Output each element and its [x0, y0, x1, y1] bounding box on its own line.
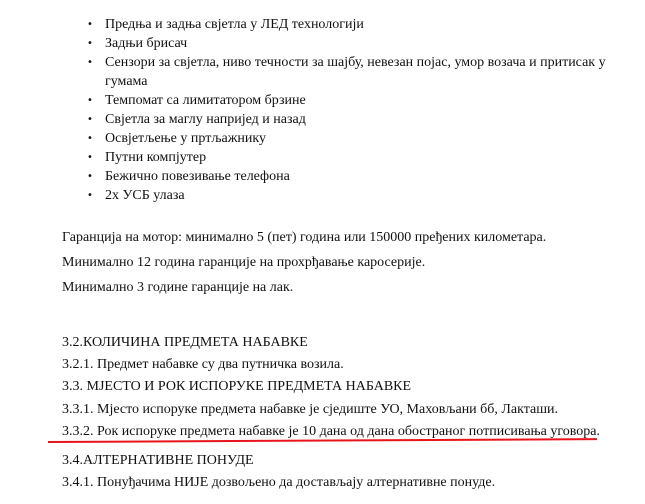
section-3-2-heading: 3.2.КОЛИЧИНА ПРЕДМЕТА НАБАВКЕ	[62, 335, 308, 350]
list-item-text: Бежично повезивање телефона	[105, 169, 290, 184]
list-item	[85, 34, 625, 53]
section-3-4-heading: 3.4.АЛТЕРНАТИВНЕ ПОНУДЕ	[62, 453, 254, 468]
paint-warranty-text: Минимално 3 године гаранције на лак.	[62, 280, 294, 295]
list-item	[85, 167, 625, 186]
list-item-text: Темпомат са лимитатором брзине	[105, 93, 306, 108]
bullet-icon: •	[87, 57, 93, 68]
bullet-icon: •	[87, 95, 93, 106]
list-item	[85, 91, 625, 110]
list-item	[85, 148, 625, 167]
list-item	[85, 186, 625, 205]
list-item-text: Задњи брисач	[105, 36, 188, 51]
bullet-icon: •	[87, 133, 93, 144]
list-item-text: Путни компјутер	[105, 150, 207, 165]
engine-warranty-text: Гаранција на мотор: минимално 5 (пет) година или 150000 пређених километара.	[62, 230, 547, 245]
clause-3-2-1: 3.2.1. Предмет набавке су два путничка возила.	[62, 357, 344, 372]
bullet-icon: •	[87, 114, 93, 125]
list-item	[85, 53, 625, 91]
list-item-text: Свјетла за маглу напријед и назад	[105, 112, 306, 127]
list-item-text: Предња и задња свјетла у ЛЕД технологији	[105, 17, 364, 32]
bullet-icon: •	[87, 171, 93, 182]
list-item-text: Освјетљење у пртљажнику	[105, 131, 266, 146]
list-item-text: 2х УСБ улаза	[105, 188, 185, 203]
list-item	[85, 110, 625, 129]
feature-list	[85, 15, 625, 205]
bullet-icon: •	[87, 152, 93, 163]
body-warranty-text: Минимално 12 година гаранције на прохрђавање каросерије.	[62, 255, 426, 270]
clause-3-3-2: 3.3.2. Рок испоруке предмета набавке је 10 дана од дана обостраног потписивања уговора.	[62, 424, 601, 439]
bullet-icon: •	[87, 19, 93, 30]
list-item	[85, 129, 625, 148]
section-3-3-heading: 3.3. МЈЕСТО И РОК ИСПОРУКЕ ПРЕДМЕТА НАБАВКЕ	[62, 379, 412, 394]
bullet-icon: •	[87, 38, 93, 49]
bullet-icon: •	[87, 190, 93, 201]
list-item	[85, 15, 625, 34]
clause-3-3-1: 3.3.1. Мјесто испоруке предмета набавке је сједиште УО, Маховљани бб, Лакташи.	[62, 402, 559, 417]
clause-3-4-1: 3.4.1. Понуђачима НИЈЕ дозвољено да достављају алтернативне понуде.	[62, 475, 496, 490]
list-item-text: Сензори за свјетла, ниво течности за шајбу, невезан појас, умор возача и притисак у гумама	[105, 55, 606, 89]
